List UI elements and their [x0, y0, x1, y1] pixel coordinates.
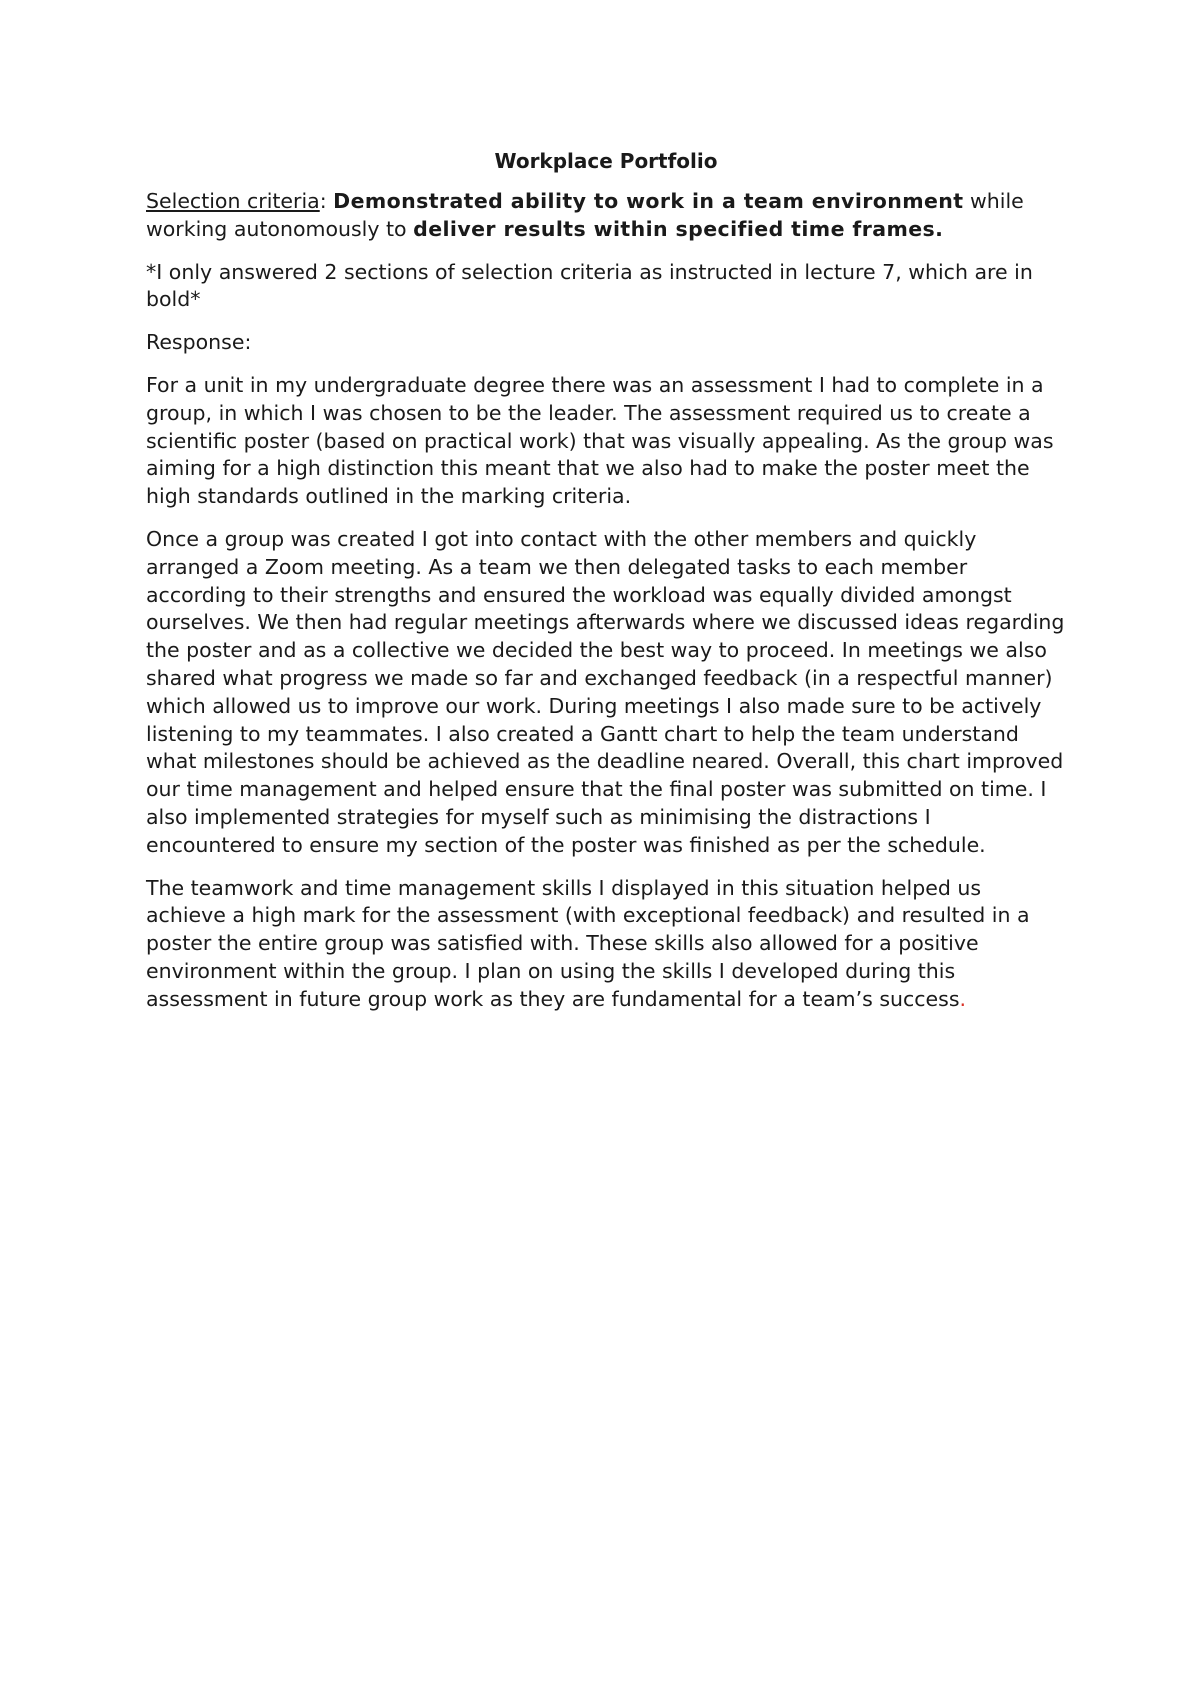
response-paragraph-3-period: . — [959, 986, 967, 1011]
instruction-note: *I only answered 2 sections of selection criteria as instructed in lecture 7, which are in bold* — [146, 259, 1033, 312]
response-paragraph-2: Once a group was created I got into contact with the other members and quickly arranged a Zoom meeting. As a team we then delegated tasks to each member according to their strengths and ensured the workload was equally divided amongst ourselves. We then had regular meetings afterwards where we discussed ideas regarding the poster and as a collective we decided the best way to proceed. In meetings we also shared what progress we made so far and exchanged feedback (in a respectful manner) which allowed us to improve our work. During meetings I also made sure to be actively listening to my teammates. I also created a Gantt chart to help the team understand what milestones should be achieved as the deadline neared. Overall, this chart improved our time management and helped ensure that the final poster was submitted on time. I also implemented strategies for myself such as minimising the distractions I encountered to ensure my section of the poster was finished as per the schedule. — [146, 526, 1065, 857]
selection-criteria — [146, 188, 1066, 244]
response-paragraph-3 — [146, 875, 1066, 1014]
document-title: Workplace Portfolio — [494, 149, 718, 173]
response-label: Response: — [146, 330, 252, 355]
criteria-bold-timeframes: deliver results within specified time frames. — [413, 216, 944, 241]
response-paragraph-1: For a unit in my undergraduate degree there was an assessment I had to complete in a group, in which I was chosen to be the leader. The assessment required us to create a scientific poster (based on practical work) that was visually appealing. As the group was aiming for a high distinction this meant that we also had to make the poster meet the high standards outlined in the marking criteria. — [146, 372, 1054, 509]
document-page — [146, 148, 1066, 1029]
selection-criteria-label: Selection criteria — [146, 189, 320, 213]
criteria-bold-teamwork: Demonstrated ability to work in a team environment — [333, 189, 964, 213]
criteria-normal-text: while working autonomously to — [146, 189, 1024, 241]
selection-criteria-colon: : — [319, 189, 334, 213]
response-paragraph-3-text: The teamwork and time management skills I displayed in this situation helped us achieve a high mark for the assessment (with exceptional feedback) and resulted in a poster the entire group was satisfied with. These skills also allowed for a positive environment within the group. I plan on using the skills I developed during this assessment in future group work as they are fundamental for a team’s success — [146, 875, 1030, 1011]
